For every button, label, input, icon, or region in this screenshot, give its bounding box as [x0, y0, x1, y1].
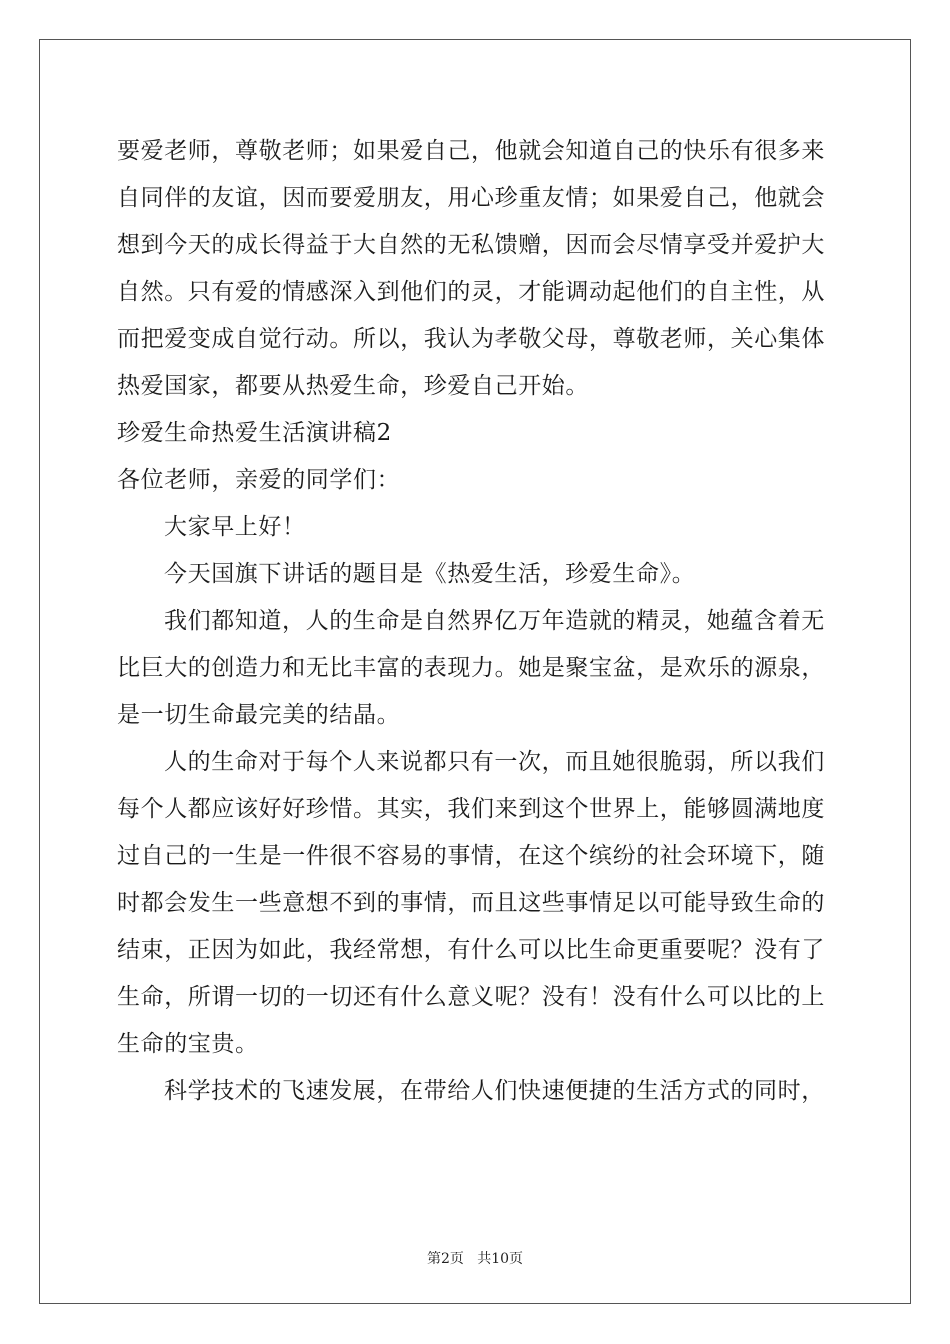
body-line: 自然。只有爱的情感深入到他们的灵，才能调动起他们的自主性，从: [117, 279, 825, 305]
body-line: 每个人都应该好好珍惜。其实，我们来到这个世界上，能够圆满地度: [117, 796, 825, 822]
body-line: 时都会发生一些意想不到的事情，而且这些事情足以可能导致生命的: [117, 890, 825, 916]
document-body: [117, 128, 833, 1115]
salutation: 各位老师，亲爱的同学们：: [117, 467, 401, 493]
body-line: 结束，正因为如此，我经常想，有什么可以比生命更重要呢？没有了: [117, 937, 825, 963]
section-title: 珍爱生命热爱生活演讲稿2: [117, 420, 392, 446]
body-line: 比巨大的创造力和无比丰富的表现力。她是聚宝盆，是欢乐的源泉，: [117, 655, 825, 681]
greeting: 大家早上好！: [164, 514, 306, 540]
body-line: 我们都知道，人的生命是自然界亿万年造就的精灵，她蕴含着无: [164, 608, 825, 634]
body-line: 生命，所谓一切的一切还有什么意义呢？没有！没有什么可以比的上: [117, 984, 825, 1010]
body-line: 科学技术的飞速发展，在带给人们快速便捷的生活方式的同时，: [164, 1078, 825, 1104]
body-line: 而把爱变成自觉行动。所以，我认为孝敬父母，尊敬老师，关心集体: [117, 326, 825, 352]
body-line: 生命的宝贵。: [117, 1031, 259, 1057]
body-line: 自同伴的友谊，因而要爱朋友，用心珍重友情；如果爱自己，他就会: [117, 185, 825, 211]
body-line: 要爱老师，尊敬老师；如果爱自己，他就会知道自己的快乐有很多来: [117, 138, 825, 164]
body-line: 过自己的一生是一件很不容易的事情，在这个缤纷的社会环境下，随: [117, 843, 825, 869]
body-line: 想到今天的成长得益于大自然的无私馈赠，因而会尽情享受并爱护大: [117, 232, 825, 258]
page-number-footer: 第2页 共10页: [426, 1251, 524, 1267]
body-line: 人的生命对于每个人来说都只有一次，而且她很脆弱，所以我们: [164, 749, 825, 775]
body-line: 今天国旗下讲话的题目是《热爱生活，珍爱生命》。: [164, 561, 696, 587]
body-line: 热爱国家，都要从热爱生命，珍爱自己开始。: [117, 373, 589, 399]
body-line: 是一切生命最完美的结晶。: [117, 702, 401, 728]
